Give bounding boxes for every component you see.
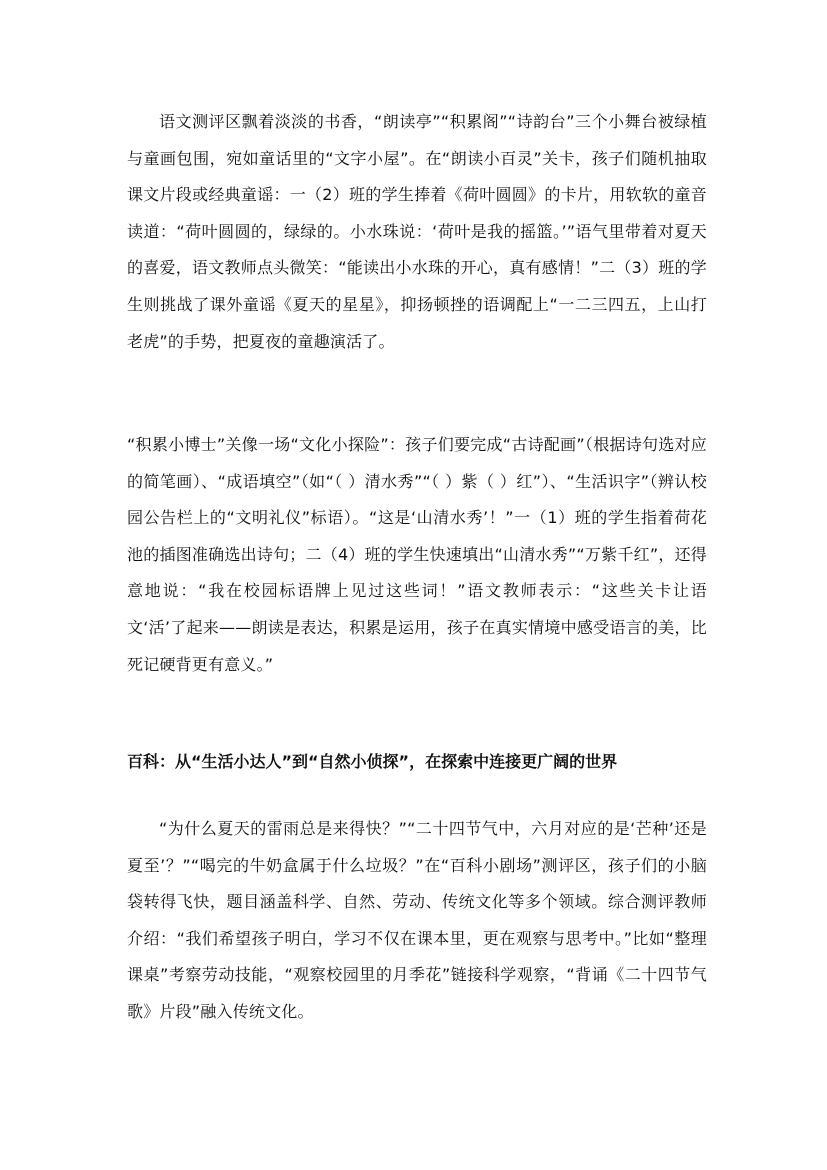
section-heading-encyclopedia: 百科：从“生活小达人”到“自然小侦探”，在探索中连接更广阔的世界 <box>127 752 618 771</box>
paragraph-encyclopedia-theater: “为什么夏天的雷雨总是来得快？”“二十四节气中，六月对应的是‘芒种’还是夏至’？”“喝完的牛奶盒属于什么垃圾？”在“百科小剧场”测评区，孩子们的小脑袋转得飞快，题目涵盖科学、自然、劳动、传统文化等多个领域。综合测评教师介绍：“我们希望孩子明白，学习不仅在课本里，更在观察与思考中。”比如“整理课桌”考察劳动技能，“观察校园里的月季花”链接科学观察，“背诵《二十四节气歌》片段”融入传统文化。 <box>127 819 707 1021</box>
paragraph-accumulation-challenge: “积累小博士”关像一场“文化小探险”：孩子们要完成“古诗配画”（根据诗句选对应的简笔画）、“成语填空”（如“（ ）清水秀”“（ ）紫（ ）红”）、“生活识字”（辨认校园公告栏上的“文明礼仪”标语）。“这是‘山清水秀’！”一（1）班的学生指着荷花池的插图准确选出诗句；二（4）班的学生快速填出“山清水秀”“万紫千红”，还得意地说：“我在校园标语牌上见过这些词！”语文教师表示：“这些关卡让语文‘活’了起来——朗读是表达，积累是运用，孩子在真实情境中感受语言的美，比死记硬背更有意义。” <box>127 435 707 674</box>
paragraph-chinese-reading: 语文测评区飘着淡淡的书香，“朗读亭”“积累阁”“诗韵台”三个小舞台被绿植与童画包围，宛如童话里的“文字小屋”。在“朗读小百灵”关卡，孩子们随机抽取课文片段或经典童谣：一（2）班的学生捧着《荷叶圆圆》的卡片，用软软的童音读道：“荷叶圆圆的，绿绿的。小水珠说：‘荷叶是我的摇篮。’”语气里带着对夏天的喜爱，语文教师点头微笑：“能读出小水珠的开心，真有感情！”二（3）班的学生则挑战了课外童谣《夏天的星星》，抑扬顿挫的语调配上“一二三四五，上山打老虎”的手势，把夏夜的童趣演活了。 <box>127 112 707 351</box>
